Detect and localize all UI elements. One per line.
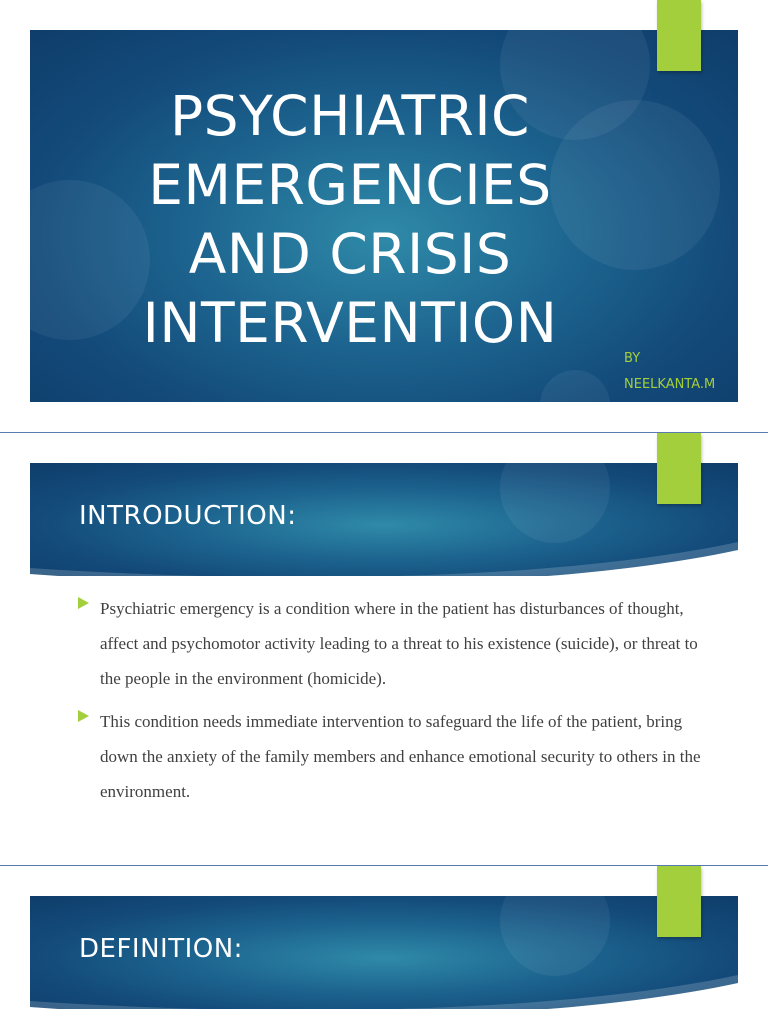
section-heading: DEFINITION: <box>79 934 243 964</box>
slide-definition <box>0 866 768 1024</box>
bullet-item <box>78 704 718 809</box>
decor-bubble <box>540 370 610 402</box>
slide-title <box>0 0 768 432</box>
presentation-title: PSYCHIATRIC EMERGENCIES AND CRISIS INTERVENTION <box>142 84 558 355</box>
header-wave <box>30 516 738 576</box>
bullet-list <box>78 591 718 817</box>
accent-tab <box>657 433 701 504</box>
header-wave <box>30 949 738 1009</box>
slide-introduction <box>0 433 768 865</box>
author-by: BY <box>624 351 641 366</box>
intro-header-panel <box>30 463 738 576</box>
triangle-right-icon <box>78 710 89 722</box>
author-credit <box>624 346 715 398</box>
bullet-text: Psychiatric emergency is a condition where in the patient has disturbances of thought, affect and psychomotor activity leading to a threat to his existence (suicide), or threat to the people in the environment (homicide). <box>100 599 698 688</box>
title-panel <box>30 30 738 402</box>
accent-tab <box>657 0 701 71</box>
triangle-right-icon <box>78 597 89 609</box>
author-name: NEELKANTA.M <box>624 377 716 392</box>
section-heading: INTRODUCTION: <box>79 501 297 531</box>
definition-header-panel <box>30 896 738 1009</box>
bullet-item <box>78 591 718 696</box>
bullet-text: This condition needs immediate intervention to safeguard the life of the patient, bring down the anxiety of the family members and enhance emotional security to others in the environment. <box>100 712 701 801</box>
accent-tab <box>657 866 701 937</box>
